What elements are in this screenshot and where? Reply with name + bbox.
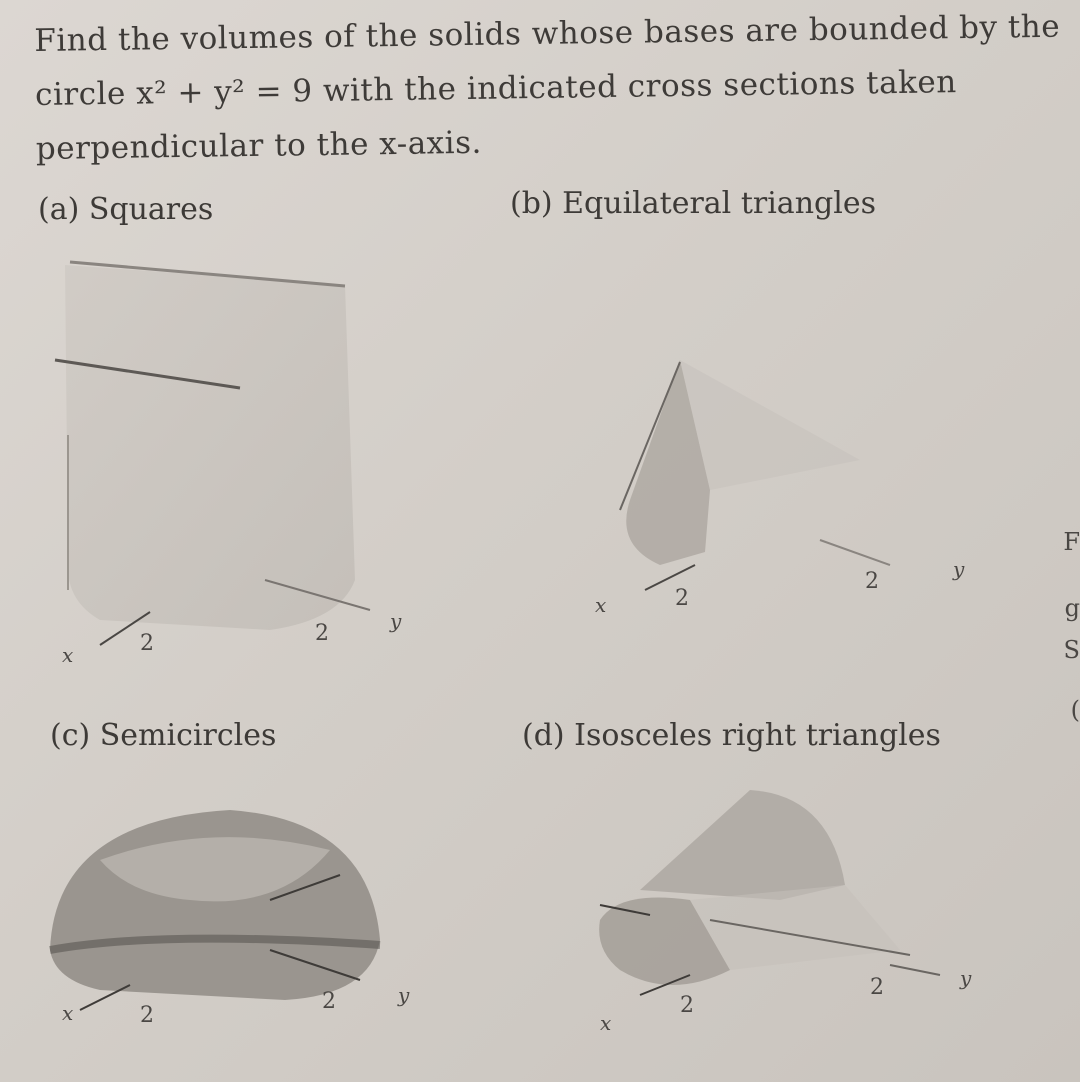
squares-figure: [40, 250, 460, 670]
semicircles-y-tick: 2: [322, 989, 336, 1014]
problem-statement: [34, 0, 1061, 176]
triangles-y-axis-label: y: [953, 557, 965, 581]
part-c-label: (c) Semicircles: [50, 718, 277, 753]
edge-letter-1: F: [1063, 528, 1080, 556]
part-b-label: (b) Equilateral triangles: [510, 186, 876, 221]
right-triangles-y-tick: 2: [870, 975, 884, 1000]
squares-x-tick: 2: [140, 631, 154, 656]
edge-letter-3: S: [1063, 636, 1080, 664]
part-a-label: (a) Squares: [38, 192, 214, 227]
isosceles-right-triangles-figure: [580, 780, 1000, 1060]
part-d-label: (d) Isosceles right triangles: [522, 718, 941, 753]
squares-x-axis-label: x: [62, 643, 74, 667]
semicircles-x-axis-label: x: [62, 1001, 74, 1025]
problem-line-3: perpendicular to the x-axis.: [35, 124, 483, 167]
squares-y-axis-label: y: [390, 609, 402, 633]
problem-line-1: Find the volumes of the solids whose bases are bounded by the: [34, 8, 1061, 59]
triangles-x-axis-label: x: [595, 593, 607, 617]
edge-letter-4: (: [1070, 696, 1080, 724]
triangles-y-tick: 2: [865, 569, 879, 594]
triangles-x-tick: 2: [675, 586, 689, 611]
right-triangles-x-tick: 2: [680, 993, 694, 1018]
problem-line-2: circle x² + y² = 9 with the indicated cross sections taken: [34, 64, 957, 113]
edge-letter-2: g: [1064, 594, 1080, 622]
squares-y-tick: 2: [315, 621, 329, 646]
semicircles-figure: [40, 780, 460, 1060]
semicircles-y-axis-label: y: [398, 983, 410, 1007]
right-triangles-x-axis-label: x: [600, 1011, 612, 1035]
semicircles-x-tick: 2: [140, 1003, 154, 1028]
equilateral-triangles-figure: [560, 340, 980, 630]
right-triangles-y-axis-label: y: [960, 966, 972, 990]
